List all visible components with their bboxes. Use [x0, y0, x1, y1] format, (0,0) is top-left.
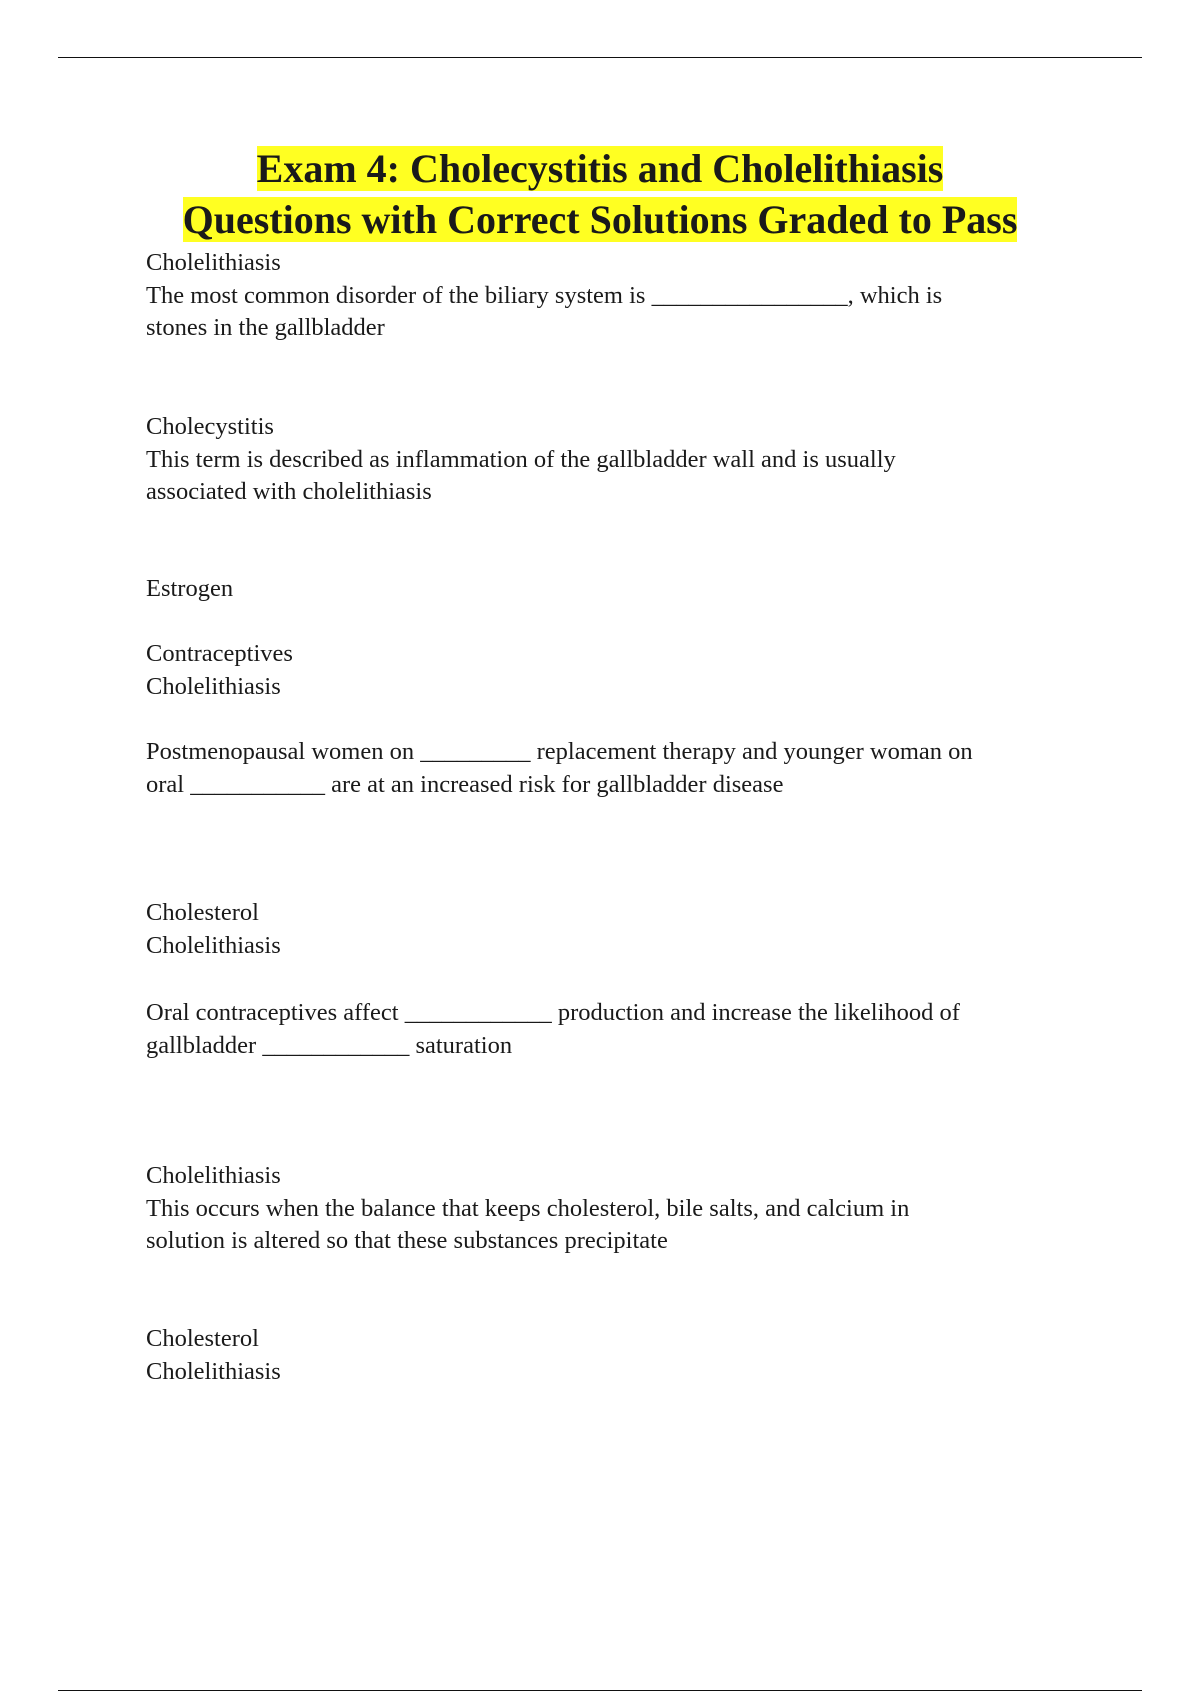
question-line: This occurs when the balance that keeps cholesterol, bile salts, and calcium in [146, 1194, 910, 1222]
qa-block-6 [146, 1323, 1096, 1388]
answer-line: Cholelithiasis [146, 249, 281, 276]
question-line: Oral contraceptives affect ____________ production and increase the likelihood of [146, 999, 960, 1026]
question-line: associated with cholelithiasis [146, 478, 432, 505]
question-line: stones in the gallbladder [146, 314, 385, 341]
answer-line: Cholelithiasis [146, 672, 281, 700]
answer-line: Estrogen [146, 575, 234, 602]
qa-block-1 [146, 247, 1096, 345]
question-line: The most common disorder of the biliary system is ________________, which is [146, 281, 943, 309]
answer-line: Cholelithiasis [146, 1162, 281, 1189]
answer-line: Cholecystitis [146, 413, 274, 440]
answer-line: Cholesterol [146, 1325, 259, 1352]
question-line: oral ___________ are at an increased risk for gallbladder disease [146, 770, 784, 798]
answer-line: Cholesterol [146, 899, 259, 926]
bottom-rule [58, 1690, 1142, 1691]
qa-block-3-question [146, 736, 1096, 801]
answer-line: Cholelithiasis [146, 931, 281, 959]
qa-block-4-question [146, 997, 1096, 1062]
top-rule [58, 57, 1142, 58]
question-line: This term is described as inflammation of the gallbladder wall and is usually [146, 445, 896, 473]
question-line: gallbladder ____________ saturation [146, 1031, 513, 1059]
qa-block-4-answer [146, 897, 1096, 962]
question-line: solution is altered so that these substances precipitate [146, 1227, 668, 1254]
qa-block-2 [146, 411, 1096, 509]
page-title [0, 143, 1200, 245]
answer-line: Contraceptives [146, 640, 293, 667]
qa-block-3-answer-a [146, 573, 1096, 606]
question-line: Postmenopausal women on _________ replacement therapy and younger woman on [146, 738, 973, 765]
qa-block-5 [146, 1160, 1096, 1258]
title-line-2: Questions with Correct Solutions Graded to Pass [182, 197, 1018, 242]
answer-line: Cholelithiasis [146, 1357, 281, 1385]
qa-block-3-answer-b [146, 638, 1096, 703]
title-line-1: Exam 4: Cholecystitis and Cholelithiasis [256, 146, 944, 191]
